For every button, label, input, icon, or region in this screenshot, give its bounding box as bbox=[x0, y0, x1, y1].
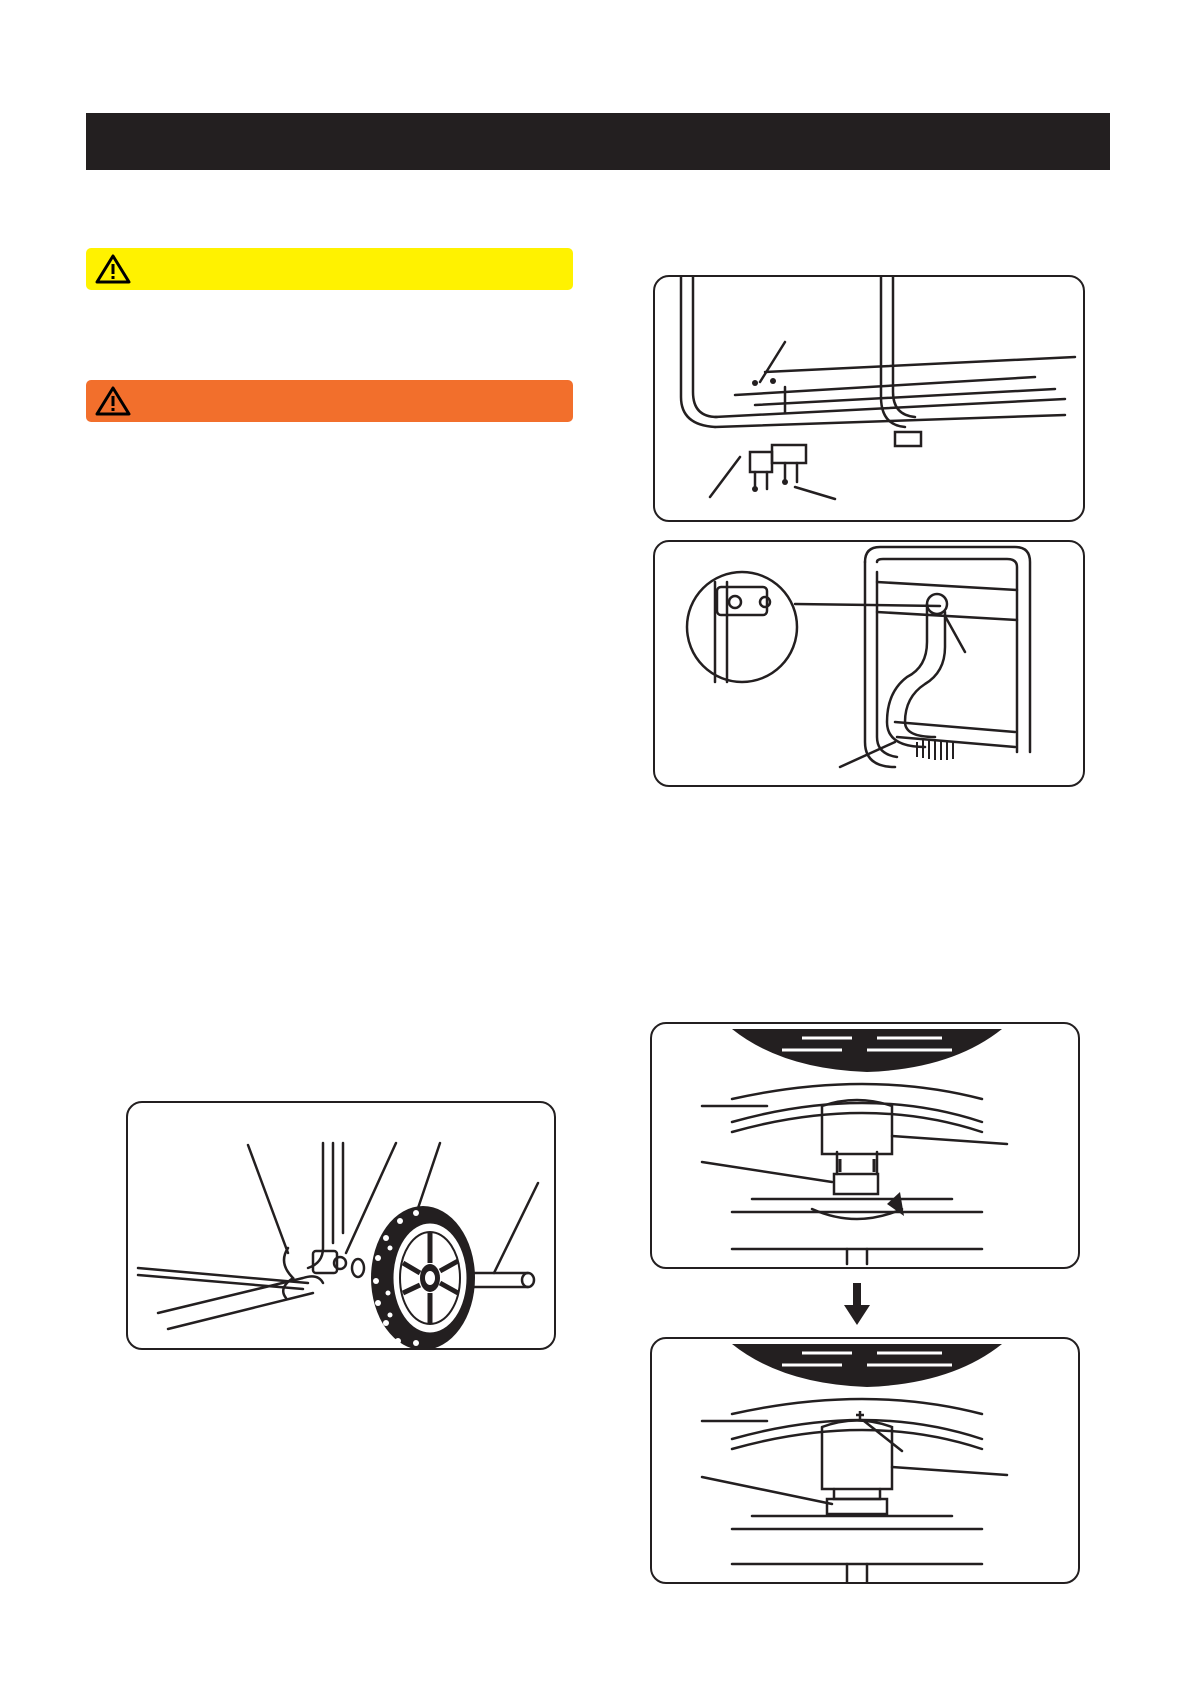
arrow-down-icon bbox=[842, 1283, 872, 1327]
warning-triangle-icon bbox=[94, 385, 132, 417]
warning-banner bbox=[86, 380, 573, 422]
rubber-foot-figure bbox=[652, 1339, 1080, 1584]
warning-triangle-icon bbox=[94, 253, 132, 285]
rubber-foot-figure bbox=[652, 1024, 1080, 1269]
figure-handle-mount bbox=[653, 275, 1085, 522]
handle-latch-figure bbox=[655, 542, 1085, 787]
section-header-bar bbox=[86, 113, 1110, 170]
figure-handle-detail bbox=[653, 540, 1085, 787]
figure-foot-mount-step-1 bbox=[650, 1022, 1080, 1269]
figure-wheel-assembly bbox=[126, 1101, 556, 1350]
handle-bracket-figure bbox=[655, 277, 1085, 522]
caution-banner bbox=[86, 248, 573, 290]
wheel bbox=[371, 1206, 475, 1350]
wheel-axle-figure bbox=[128, 1103, 556, 1350]
figure-foot-mount-step-2 bbox=[650, 1337, 1080, 1584]
